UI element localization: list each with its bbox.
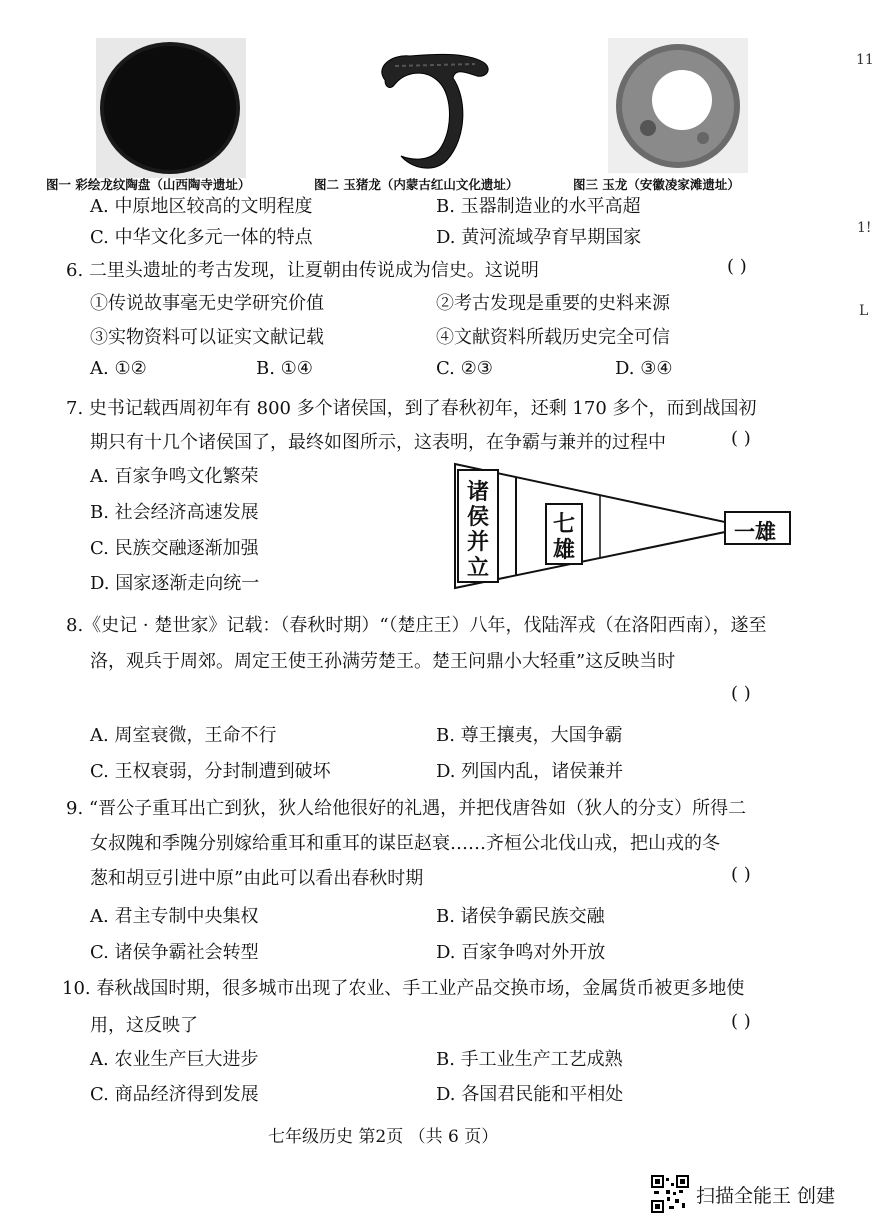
q9-stem-line-1: 9. “晋公子重耳出亡到狄，狄人给他很好的礼遇，并把伐唐咎如（狄人的分支）所得二 xyxy=(66,798,747,819)
q9-stem-line-2: 女叔隗和季隗分别嫁给重耳和重耳的谋臣赵衰……齐桓公北伐山戎，把山戎的冬 xyxy=(90,833,720,854)
q7-answer-paren: ( ) xyxy=(731,428,751,449)
diagram-box-seven-char-2: 雄 xyxy=(553,537,576,563)
q7-option-b: B. 社会经济高速发展 xyxy=(90,502,259,523)
diagram-box-warring-states-char-2: 侯 xyxy=(467,504,490,530)
q6-stem: 6. 二里头遗址的考古发现，让夏朝由传说成为信史。这说明 xyxy=(66,260,539,281)
q5-option-d: D. 黄河流域孕育早期国家 xyxy=(436,227,642,248)
q10-stem-line-2: 用，这反映了 xyxy=(90,1015,198,1036)
q8-option-c: C. 王权衰弱，分封制遭到破坏 xyxy=(90,761,331,782)
q5-option-c: C. 中华文化多元一体的特点 xyxy=(90,227,313,248)
q8-stem-line-2: 洛，观兵于周郊。周定王使王孙满劳楚王。楚王问鼎小大轻重”这反映当时 xyxy=(90,651,676,672)
figure-1-caption: 图一 彩绘龙纹陶盘（山西陶寺遗址） xyxy=(46,177,251,192)
q10-option-d: D. 各国君民能和平相处 xyxy=(436,1084,624,1105)
jade-dragon-image xyxy=(608,38,748,173)
q9-option-b: B. 诸侯争霸民族交融 xyxy=(436,906,605,927)
jade-pig-dragon-image xyxy=(355,38,505,178)
diagram-box-warring-states-char-4: 立 xyxy=(467,555,490,581)
q9-option-d: D. 百家争鸣对外开放 xyxy=(436,942,606,963)
page-footer: 七年级历史 第2页 （共 6 页） xyxy=(268,1127,499,1147)
q6-option-d: D. ③④ xyxy=(615,358,673,379)
q8-option-b: B. 尊王攘夷，大国争霸 xyxy=(436,725,623,746)
q6-statement-2: ②考古发现是重要的史料来源 xyxy=(436,293,670,314)
figure-2-caption: 图二 玉猪龙（内蒙古红山文化遗址） xyxy=(314,177,519,192)
q7-stem-line-1: 7. 史书记载西周初年有 800 多个诸侯国，到了春秋初年，还剩 170 多个，而到战国初 xyxy=(66,398,757,419)
q9-stem-line-3: 葱和胡豆引进中原”由此可以看出春秋时期 xyxy=(90,868,424,889)
edge-mark-2: 1! xyxy=(857,220,872,236)
q6-option-b: B. ①④ xyxy=(256,358,313,379)
q9-option-a: A. 君主专制中央集权 xyxy=(90,906,259,927)
q6-option-a: A. ①② xyxy=(90,358,147,379)
q6-option-c: C. ②③ xyxy=(436,358,493,379)
qr-code-icon xyxy=(651,1175,689,1213)
q9-answer-paren: ( ) xyxy=(731,864,751,885)
q7-stem-line-2: 期只有十几个诸侯国了，最终如图所示，这表明，在争霸与兼并的过程中 xyxy=(90,432,666,453)
q8-option-a: A. 周室衰微，王命不行 xyxy=(90,725,277,746)
q5-option-b: B. 玉器制造业的水平高超 xyxy=(436,196,641,217)
diagram-box-seven-char-1: 七 xyxy=(553,511,576,537)
q10-option-c: C. 商品经济得到发展 xyxy=(90,1084,259,1105)
painted-dragon-pottery-plate-image xyxy=(96,38,246,178)
q7-option-a: A. 百家争鸣文化繁荣 xyxy=(90,466,259,487)
q6-statement-3: ③实物资料可以证实文献记载 xyxy=(90,327,324,348)
q10-option-b: B. 手工业生产工艺成熟 xyxy=(436,1049,623,1070)
q6-statement-4: ④文献资料所载历史完全可信 xyxy=(436,327,670,348)
edge-mark-3: L xyxy=(859,303,869,319)
q7-option-c: C. 民族交融逐渐加强 xyxy=(90,538,259,559)
q10-stem-line-1: 10. 春秋战国时期，很多城市出现了农业、手工业产品交换市场，金属货币被更多地使 xyxy=(62,978,745,999)
figure-3-caption: 图三 玉龙（安徽凌家滩遗址） xyxy=(573,177,740,192)
q10-option-a: A. 农业生产巨大进步 xyxy=(90,1049,259,1070)
q7-option-d: D. 国家逐渐走向统一 xyxy=(90,573,260,594)
q8-stem-line-1: 8.《史记 · 楚世家》记载：（春秋时期）“（楚庄王）八年，伐陆浑戎（在洛阳西南），遂至 xyxy=(66,615,767,636)
edge-mark-1: 11 xyxy=(856,52,874,68)
scanner-watermark: 扫描全能王 创建 xyxy=(696,1185,836,1207)
q9-option-c: C. 诸侯争霸社会转型 xyxy=(90,942,259,963)
q8-option-d: D. 列国内乱，诸侯兼并 xyxy=(436,761,624,782)
diagram-box-one-hero: 一雄 xyxy=(734,519,776,544)
diagram-box-warring-states-char-1: 诸 xyxy=(467,479,490,505)
q10-answer-paren: ( ) xyxy=(731,1011,751,1032)
q8-answer-paren: ( ) xyxy=(731,683,751,704)
q6-answer-paren: ( ) xyxy=(727,256,747,277)
q5-option-a: A. 中原地区较高的文明程度 xyxy=(90,196,313,217)
q6-statement-1: ①传说故事毫无史学研究价值 xyxy=(90,293,324,314)
diagram-box-warring-states-char-3: 并 xyxy=(467,529,490,555)
